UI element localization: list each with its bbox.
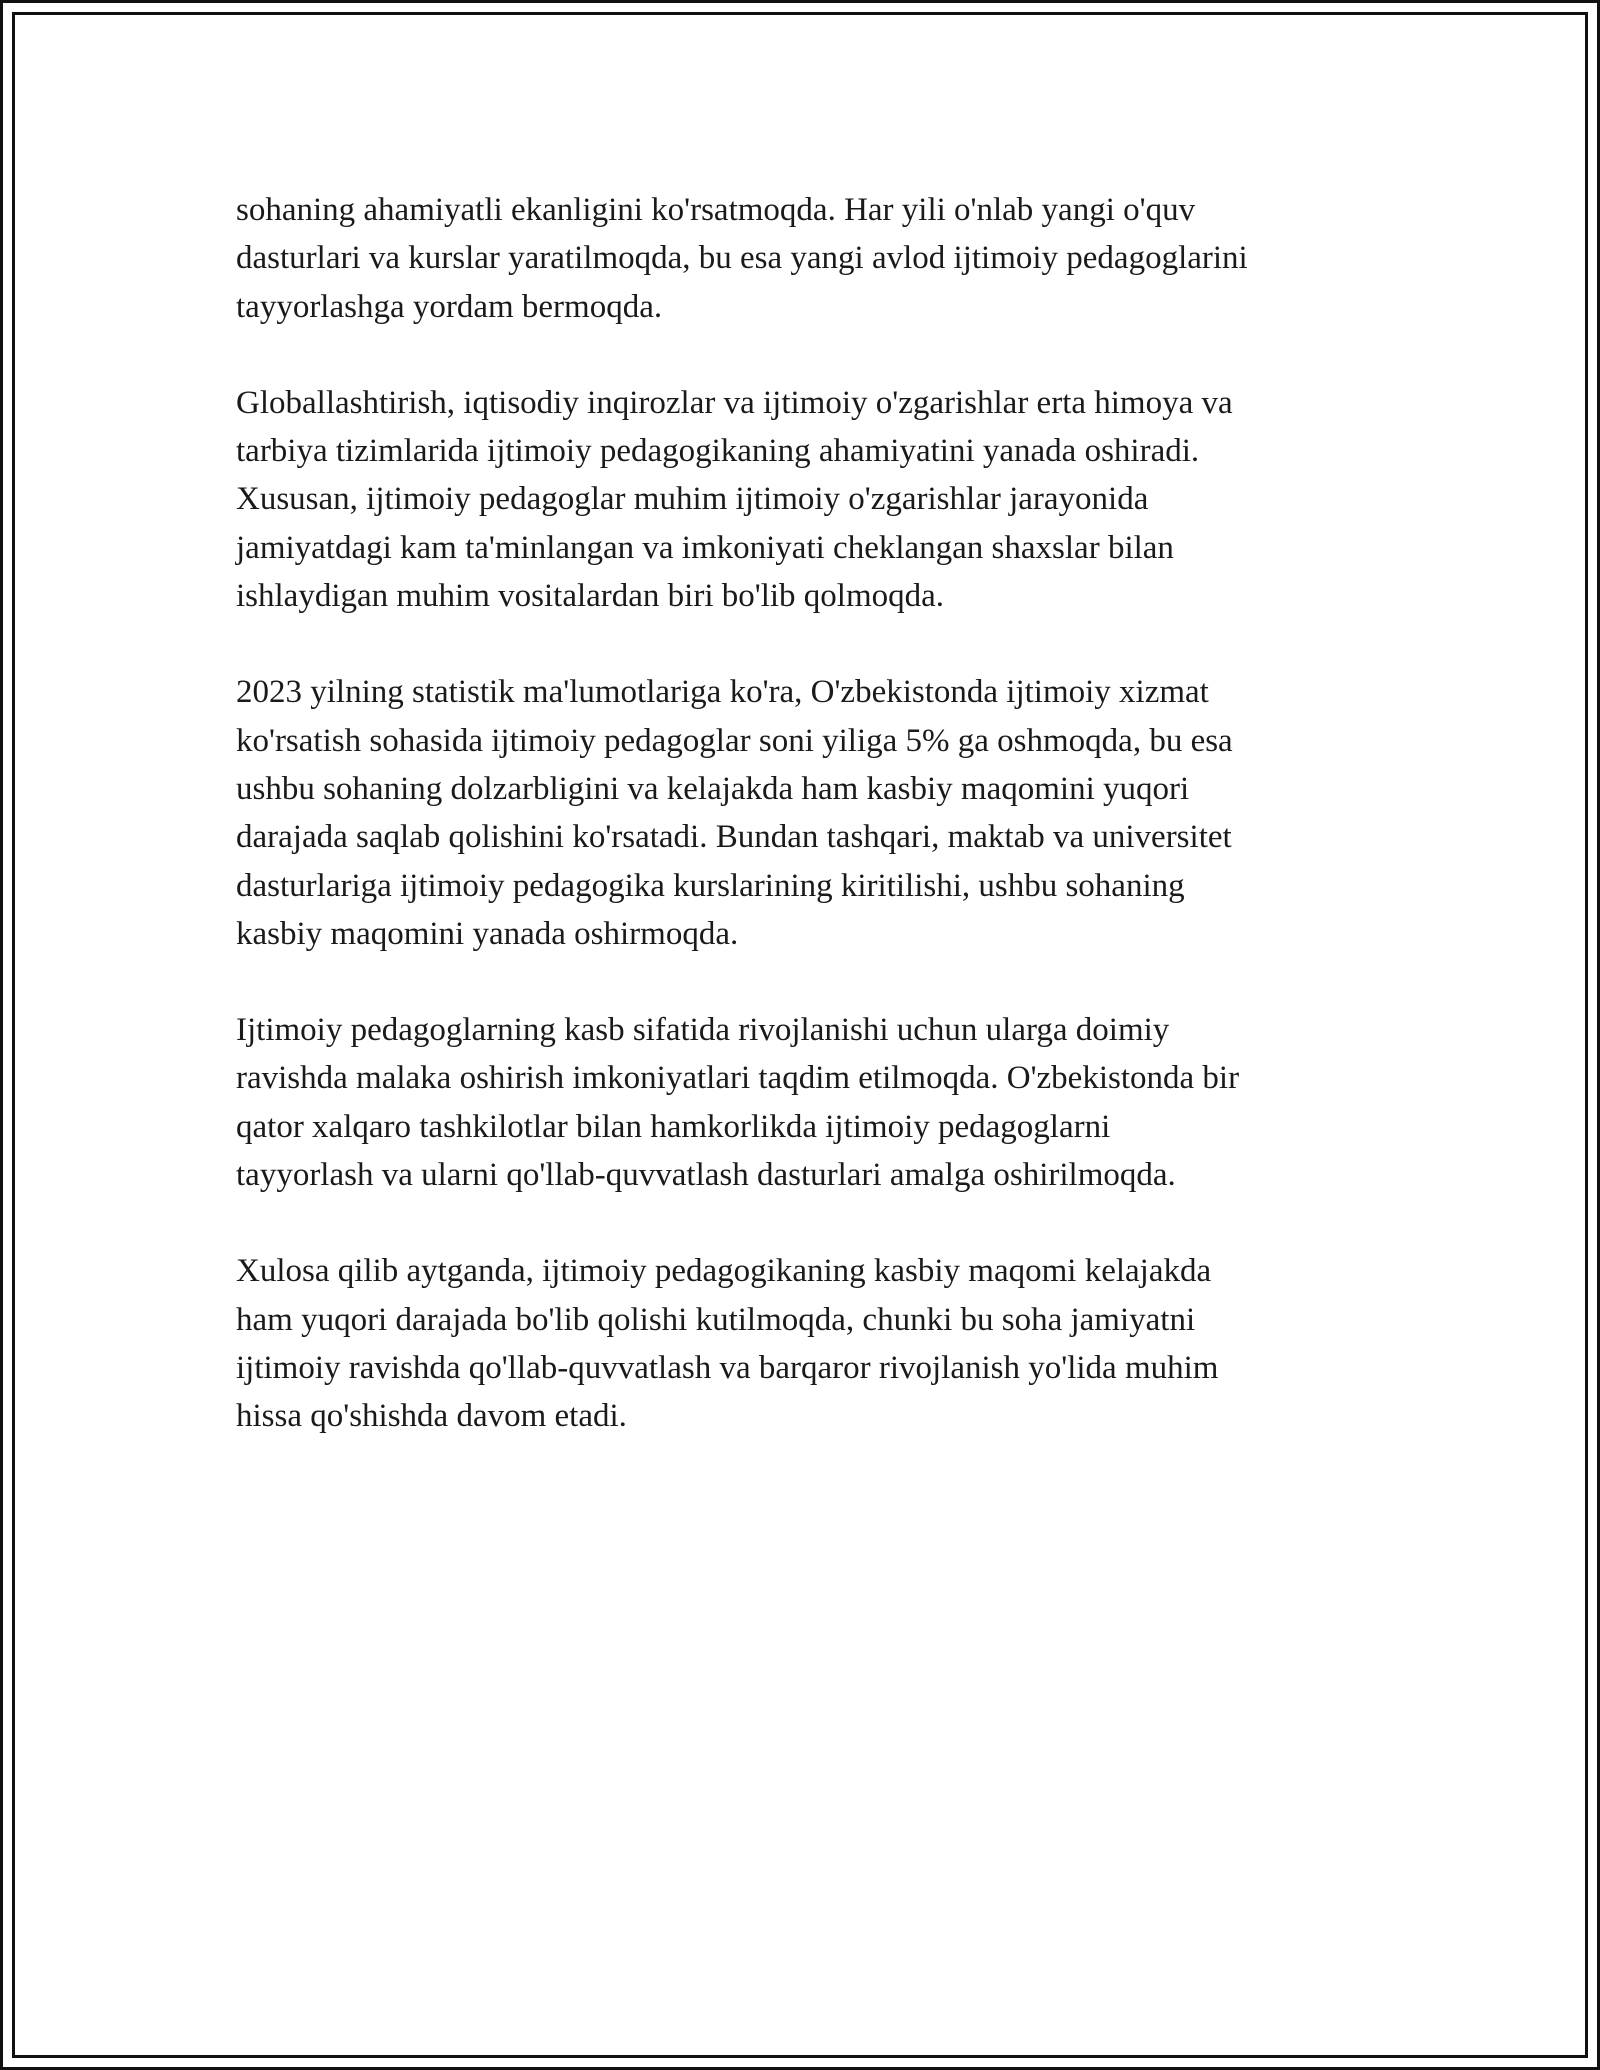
paragraph: Xulosa qilib aytganda, ijtimoiy pedagogikaning kasbiy maqomi kelajakda ham yuqori darajada bo'lib qolishi kutilmoqda, chunki bu soha jamiyatni ijtimoiy ravishda qo'llab-quvvatlash va barqaror rivojlanish yo'lida muhim hissa qo'shishda davom etadi. (236, 1253, 1219, 1435)
paragraph: Globallashtirish, iqtisodiy inqirozlar va ijtimoiy o'zgarishlar erta himoya va tarbiya tizimlarida ijtimoiy pedagogikaning ahamiyatini yanada oshiradi. Xususan, ijtimoiy pedagoglar muhim ijtimoiy o'zgarishlar jarayonida jamiyatdagi kam ta'minlangan va imkoniyati cheklangan shaxslar bilan ishlaydigan muhim vositalardan biri bo'lib qolmoqda. (236, 384, 1233, 615)
paragraph: Ijtimoiy pedagoglarning kasb sifatida rivojlanishi uchun ularga doimiy ravishda malaka oshirish imkoniyatlari taqdim etilmoqda. O'zbekistonda bir qator xalqaro tashkilotlar bilan hamkorlikda ijtimoiy pedagoglarni tayyorlash va ularni qo'llab-quvvatlash dasturlari amalga oshirilmoqda. (236, 1012, 1240, 1194)
paragraph: 2023 yilning statistik ma'lumotlariga ko'ra, O'zbekistonda ijtimoiy xizmat ko'rsatish sohasida ijtimoiy pedagoglar soni yiliga 5% ga oshmoqda, bu esa ushbu sohaning dolzarbligini va kelajakda ham kasbiy maqomini yuqori darajada saqlab qolishini ko'rsatadi. Bundan tashqari, maktab va universitet dasturlariga ijtimoiy pedagogika kurslarining kiritilishi, ushbu sohaning kasbiy maqomini yanada oshirmoqda. (236, 674, 1233, 952)
document-body (236, 186, 1416, 1489)
paragraph: sohaning ahamiyatli ekanligini ko'rsatmoqda. Har yili o'nlab yangi o'quv dasturlari va kurslar yaratilmoqda, bu esa yangi avlod ijtimoiy pedagoglarini tayyorlashga yordam bermoqda. (236, 192, 1248, 325)
